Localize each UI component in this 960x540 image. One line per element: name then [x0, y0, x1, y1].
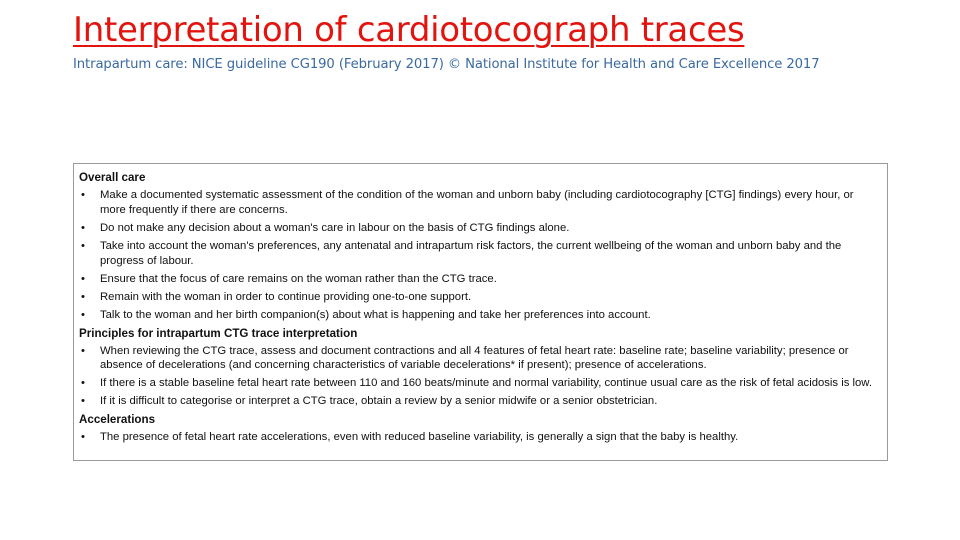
bullet-dot-icon: • [81, 189, 85, 201]
section-heading: Accelerations [79, 413, 156, 427]
bullet-dot-icon: • [81, 290, 85, 303]
list-item [79, 344, 881, 374]
bullet-list [79, 344, 881, 410]
bullet-list [79, 188, 881, 322]
page-subtitle-citation: Intrapartum care: NICE guideline CG190 (February 2017) © National Institute for Health and Care Excellence 2017 [73, 57, 820, 72]
list-item [79, 239, 881, 269]
section-heading: Overall care [79, 171, 146, 184]
list-item [79, 376, 881, 391]
section-accelerations [79, 412, 881, 445]
bullet-dot-icon: • [81, 377, 85, 390]
bullet-dot-icon: • [81, 431, 85, 444]
list-item-text: Do not make any decision about a woman's care in labour on the basis of CTG findings alone. [100, 221, 570, 234]
list-item [79, 221, 881, 236]
bullet-list [79, 430, 881, 445]
list-item [79, 308, 881, 323]
list-item-text: Make a documented systematic assessment of the condition of the woman and unborn baby (including cardiotocography [CTG] findings) every hour, or more frequently if there are concerns. [100, 189, 854, 216]
list-item [79, 430, 881, 445]
bullet-dot-icon: • [81, 239, 85, 252]
bullet-dot-icon: • [81, 344, 85, 357]
list-item-text: If there is a stable baseline fetal heart rate between 110 and 160 beats/minute and normal variability, continue usual care as the risk of fetal acidosis is low. [100, 377, 872, 390]
list-item [79, 272, 881, 287]
list-item-text: Talk to the woman and her birth companion(s) about what is happening and take her preferences into account. [100, 308, 651, 321]
list-item [79, 394, 881, 409]
list-item-text: If it is difficult to categorise or interpret a CTG trace, obtain a review by a senior midwife or a senior obstetrician. [100, 395, 658, 408]
bullet-dot-icon: • [81, 308, 85, 321]
section-overall-care [79, 170, 881, 322]
list-item-text: The presence of fetal heart rate accelerations, even with reduced baseline variability, is generally a sign that the baby is healthy. [100, 431, 739, 444]
list-item-text: Ensure that the focus of care remains on the woman rather than the CTG trace. [100, 272, 497, 285]
list-item-text: Take into account the woman's preferences, any antenatal and intrapartum risk factors, the current wellbeing of the woman and unborn baby and the progress of labour. [100, 239, 842, 267]
list-item [79, 188, 881, 218]
list-item-text: When reviewing the CTG trace, assess and document contractions and all 4 features of fetal heart rate: baseline rate; baseline variability; presence or absence of decelerations (and concerning characteristics of variable decelerations* if present); presence of accelerations. [100, 344, 849, 372]
bullet-dot-icon: • [81, 221, 85, 234]
section-ctg-principles [79, 326, 881, 410]
page-title: Interpretation of cardiotocograph traces [73, 10, 745, 50]
guideline-table [73, 163, 888, 461]
list-item-text: Remain with the woman in order to continue providing one-to-one support. [100, 290, 472, 303]
section-heading: Principles for intrapartum CTG trace interpretation [79, 326, 358, 340]
list-item [79, 290, 881, 305]
bullet-dot-icon: • [81, 272, 85, 285]
bullet-dot-icon: • [81, 395, 85, 408]
